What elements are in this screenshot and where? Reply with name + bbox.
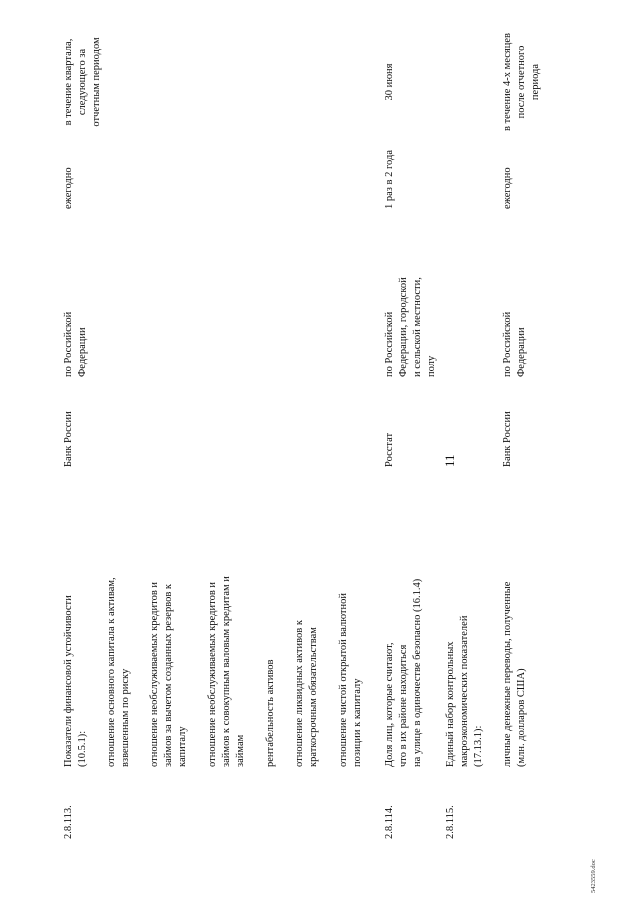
deadline-line: следующего за bbox=[77, 48, 88, 116]
sub-item-line: займов за вычетом созданных резервов к bbox=[163, 583, 174, 767]
breakdown-line: и сельской местности, bbox=[412, 277, 423, 377]
row-number: 2.8.115. bbox=[445, 805, 456, 839]
sub-item-line: личные денежные переводы, полученные bbox=[502, 581, 513, 767]
agency: Росстат bbox=[384, 432, 395, 467]
indicator-line: что в их районе находиться bbox=[398, 644, 409, 767]
file-code: 5423559.doc bbox=[590, 859, 597, 893]
deadline-line: в течение квартала, bbox=[63, 38, 74, 126]
breakdown-line: Федерации bbox=[77, 327, 88, 377]
indicator-line: Доля лиц, которые считают, bbox=[384, 642, 395, 767]
sub-item-line: отношение необслуживаемых кредитов и bbox=[149, 581, 160, 767]
deadline-line: 30 июня bbox=[384, 63, 395, 101]
sub-item-line: взвешенным по риску bbox=[120, 668, 131, 767]
indicator-line: макроэкономических показателей bbox=[459, 615, 470, 767]
sub-item-line: отношение чистой открытой валютной bbox=[338, 593, 349, 767]
breakdown-line: по Российской bbox=[502, 311, 513, 377]
frequency: ежегодно bbox=[63, 167, 74, 209]
row-number: 2.8.114. bbox=[384, 805, 395, 839]
row-number: 2.8.113. bbox=[63, 805, 74, 839]
breakdown-line: по Российской bbox=[384, 311, 395, 377]
sub-item-line: отношение основного капитала к активам, bbox=[106, 577, 117, 767]
sub-item-line: (млн. долларов США) bbox=[516, 668, 527, 767]
sub-item-line: капиталу bbox=[177, 726, 188, 767]
breakdown-line: полу bbox=[426, 355, 437, 377]
indicator-line: (10.5.1): bbox=[77, 730, 88, 767]
indicator-line: Показатели финансовой устойчивости bbox=[63, 595, 74, 767]
frequency: ежегодно bbox=[502, 167, 513, 209]
sub-item-line: займов к совокупным валовым кредитам и bbox=[221, 576, 232, 767]
indicator-line: на улице в одиночестве безопасно (16.1.4) bbox=[412, 578, 423, 767]
breakdown-line: Федерации, городской bbox=[398, 277, 409, 377]
deadline-line: в течение 4-х месяцев bbox=[502, 33, 513, 131]
deadline-line: отчетным периодом bbox=[91, 37, 102, 127]
agency: Банк России bbox=[502, 411, 513, 467]
deadline-line: после отчетного bbox=[516, 45, 527, 119]
sub-item-line: отношение необслуживаемых кредитов и bbox=[207, 581, 218, 767]
sub-item-line: позиции к капиталу bbox=[352, 678, 363, 767]
deadline-line: периода bbox=[530, 63, 541, 101]
sub-item-line: отношение ликвидных активов к bbox=[294, 620, 305, 767]
page-number: 11 bbox=[442, 454, 457, 467]
sub-item-line: займам bbox=[235, 734, 246, 767]
sub-item-line: рентабельность активов bbox=[265, 659, 276, 767]
frequency: 1 раз в 2 года bbox=[384, 149, 395, 209]
sub-item-line: краткосрочным обязательствам bbox=[308, 627, 319, 767]
breakdown-line: Федерации bbox=[516, 327, 527, 377]
indicator-line: (17.13.1): bbox=[473, 725, 484, 767]
agency: Банк России bbox=[63, 411, 74, 467]
breakdown-line: по Российской bbox=[63, 311, 74, 377]
indicator-line: Единый набор контрольных bbox=[445, 641, 456, 767]
